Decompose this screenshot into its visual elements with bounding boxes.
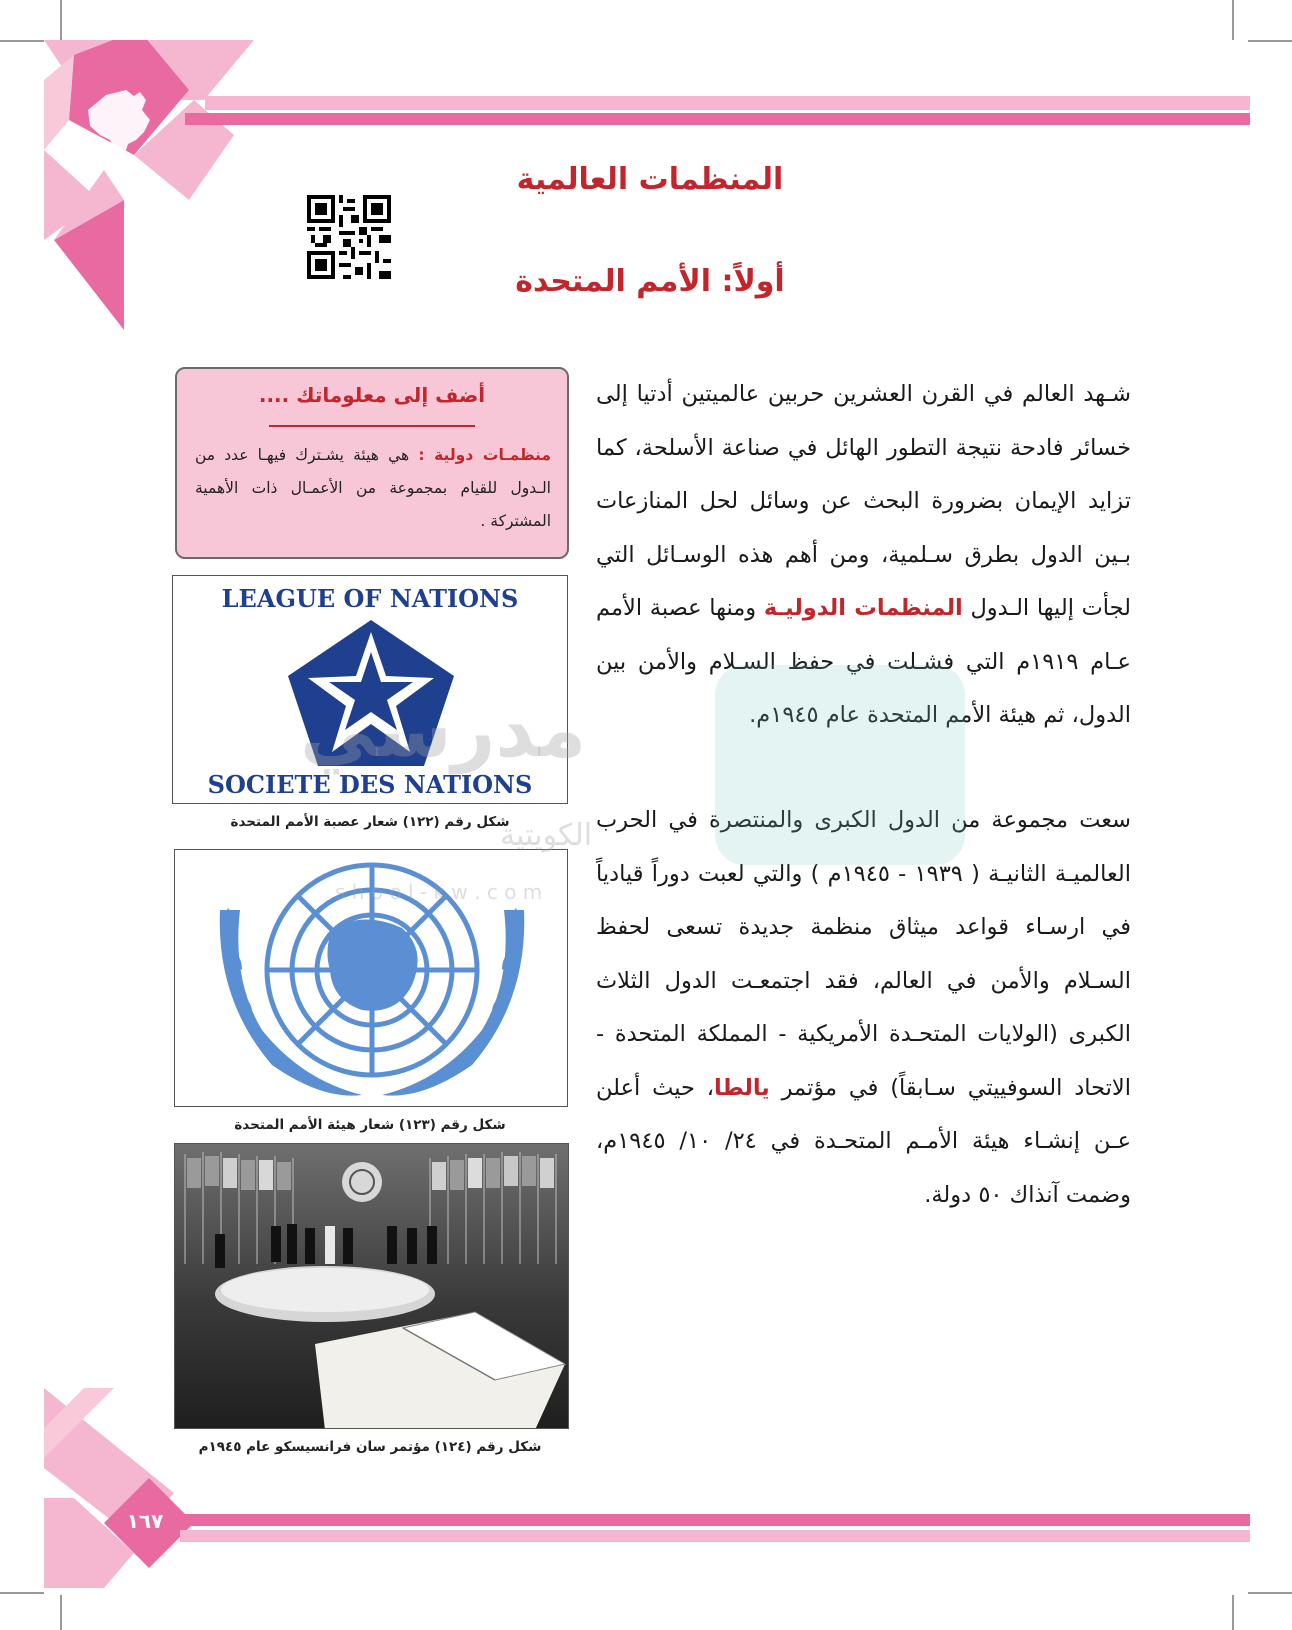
term-yalta: يالطا [714,1074,770,1101]
qr-code-icon[interactable] [307,195,391,279]
paragraph-1-text-end: ومنها عصبة الأمم عـام ١٩١٩م التي فشـلت في حفظ السـلام والأمن بين الدول، ثم هيئة الأمم المتحدة عام ١٩٤٥م. [596,595,1131,728]
term-international-organizations: المنظمات الدوليـة [763,595,963,621]
league-top-text: LEAGUE OF NATIONS [221,584,519,613]
crop-mark [1248,40,1292,42]
league-bottom-text: SOCIETE DES NATIONS [207,770,533,799]
footer-band [180,1530,1250,1542]
info-box-divider [269,425,475,427]
page-number: ١٦٧ [126,1509,164,1533]
info-box [175,367,569,559]
watermark-subtext: الكويتية [500,818,593,853]
crop-mark [1248,1592,1292,1594]
watermark-logo-icon [715,665,965,865]
paragraph-1-text: شـهد العالم في القرن العشرين حربين عالميتين أدتيا إلى خسائر فادحة نتيجة التطور الهائل في صناعة الأسلحة، كما تزايد الإيمان بضرورة البحث عن وسائل لحل المنازعات بـين الدول بطرق سـلمية، ومن أهم هذه الوسـائل التي لجأت إليها الـدول [596,381,1132,621]
crop-mark [60,1595,62,1630]
info-box-title: أضف إلى معلوماتك .... [258,383,486,407]
watermark-url: s h o o l - k w . c o m [335,880,543,904]
paragraph-2-text-end: ، حيث أعلن عـن إنشـاء هيئة الأمـم المتحـدة في ٢٤/ ١٠/ ١٩٤٥م، وضمت آنذاك ٥٠ دولة. [596,1074,1131,1208]
figure-123-caption: شكل رقم (١٢٣) شعار هيئة الأمم المتحدة [234,1117,506,1133]
header-band [185,113,1250,125]
figure-124-caption: شكل رقم (١٢٤) مؤتمر سان فرانسيسكو عام ١٩٤٥م [198,1439,542,1455]
conference-photo-image [175,1144,569,1429]
info-box-term: منظمـات دولية : [418,446,551,464]
paragraph-2-text: سعت مجموعة من الدول الكبرى والمنتصرة في الحرب العالميـة الثانيـة ( ١٩٣٩ - ١٩٤٥م ) والتي لعبت دوراً قيادياً في ارسـاء قواعد ميثاق منظمة جديدة تسعى لحفظ السـلام والأمن في العالم، فقد اجتمعـت الدول الثلاث الكبرى (الولايات المتحـدة الأمريكية - المملكة المتحدة - الاتحاد السوفييتي سـابقاً) في مؤتمر [596,807,1131,1101]
info-box-definition: هي هيئة يشـترك فيهـا عدد من الـدول للقيام بمجموعة من الأعمـال ذات الأهمية المشتركة . [195,446,551,530]
header-band [205,96,1250,110]
figure-122-caption: شكل رقم (١٢٢) شعار عصبة الأمم المتحدة [230,814,510,830]
watermark-text: مدرسي [300,685,587,774]
crop-mark [60,0,62,40]
crop-mark [0,40,44,42]
page-title: المنظمات العالمية [516,162,784,197]
footer-band [180,1514,1250,1526]
info-box-body [195,439,551,538]
footer-ornament [44,1388,254,1588]
crop-mark [0,1592,44,1594]
crop-mark [1232,0,1234,40]
crop-mark [1232,1595,1234,1630]
section-title: أولاً: الأمم المتحدة [515,264,785,299]
san-francisco-conference-photo [174,1143,569,1429]
header-ornament [44,40,274,330]
